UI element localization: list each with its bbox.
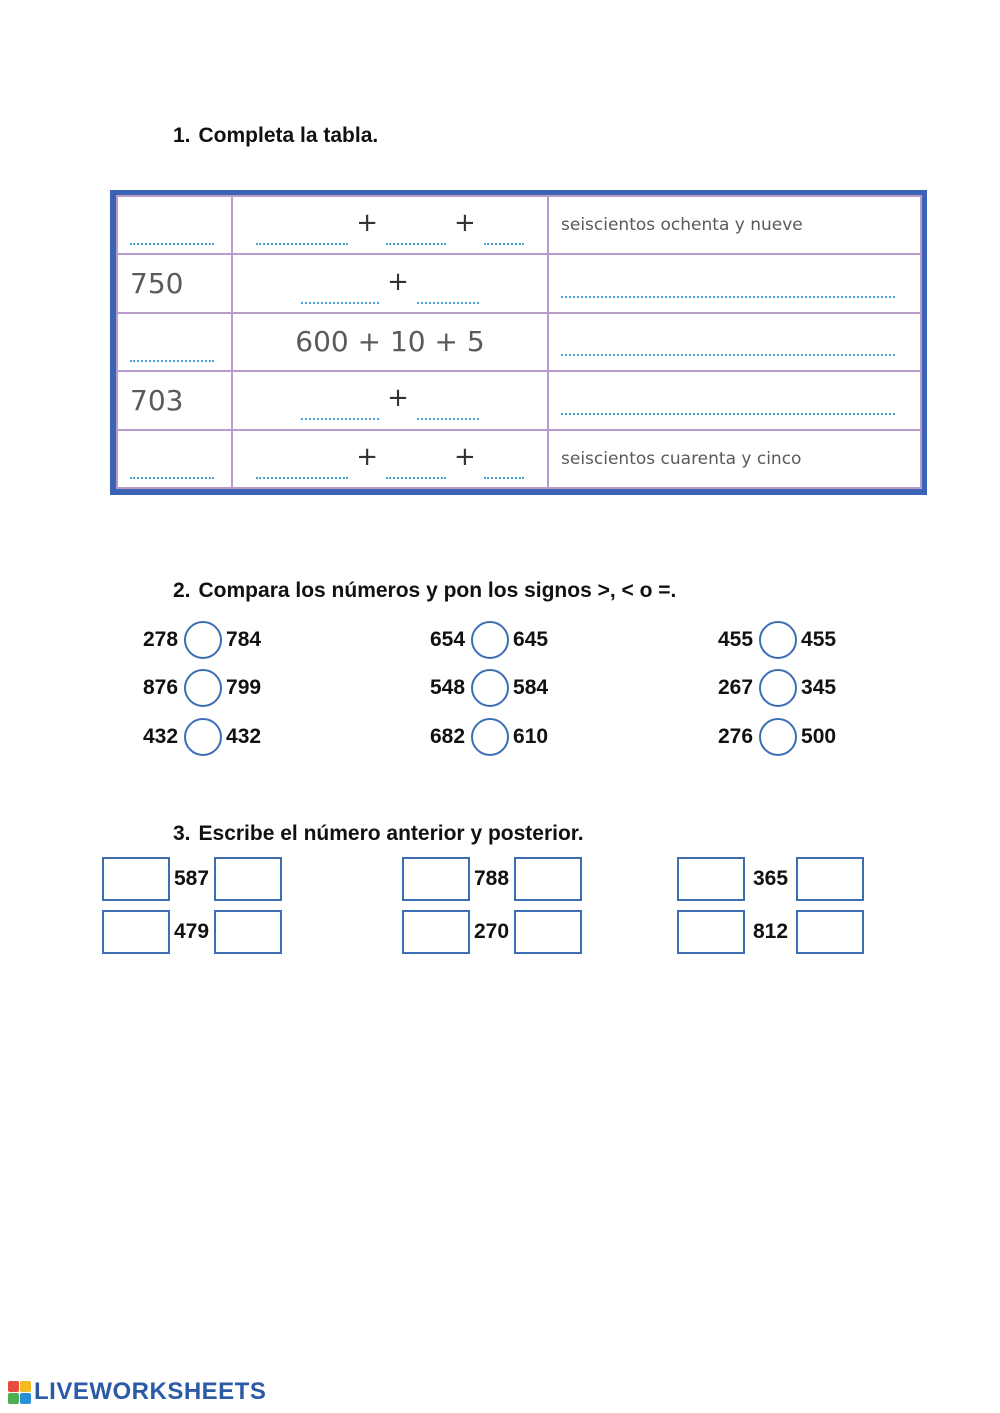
blank-line[interactable] (130, 242, 214, 245)
sign-circle-input[interactable] (184, 621, 222, 659)
words-cell[interactable] (548, 313, 921, 371)
before-after-item (102, 910, 282, 954)
section-1-heading (173, 124, 378, 148)
comparison-item (718, 668, 836, 708)
section-2-title: Compara los números y pon los signos >, < o =. (198, 579, 677, 602)
next-number-box[interactable] (796, 857, 864, 901)
sign-circle-input[interactable] (184, 718, 222, 756)
comparison-item (430, 668, 548, 708)
left-number: 654 (430, 628, 466, 651)
right-number: 500 (801, 725, 837, 748)
given-number: 788 (474, 867, 510, 890)
previous-number-box[interactable] (677, 857, 745, 901)
sign-circle-input[interactable] (759, 669, 797, 707)
liveworksheets-logo[interactable] (8, 1378, 266, 1406)
blank-line[interactable] (484, 242, 524, 245)
left-number: 548 (430, 676, 466, 699)
number-cell[interactable] (117, 430, 232, 488)
blank-line[interactable] (561, 412, 895, 415)
comparison-item (143, 717, 261, 757)
right-number: 784 (226, 628, 262, 651)
sign-circle-input[interactable] (471, 621, 509, 659)
before-after-item (102, 857, 282, 901)
before-after-item (677, 857, 864, 901)
blank-line[interactable] (256, 242, 348, 245)
right-number: 584 (513, 676, 549, 699)
given-number: 365 (753, 867, 789, 890)
table-row (117, 313, 921, 371)
sign-circle-input[interactable] (471, 718, 509, 756)
before-after-item (402, 910, 582, 954)
next-number-box[interactable] (514, 910, 582, 954)
section-2-heading (173, 579, 676, 603)
previous-number-box[interactable] (102, 857, 170, 901)
blank-line[interactable] (561, 295, 895, 298)
decomposition-cell[interactable] (232, 371, 548, 429)
next-number-box[interactable] (214, 910, 282, 954)
left-number: 876 (143, 676, 179, 699)
number-cell[interactable] (117, 196, 232, 254)
section-1-number: 1. (173, 124, 191, 147)
comparison-item (718, 620, 836, 660)
left-number: 682 (430, 725, 466, 748)
given-number: 270 (474, 920, 510, 943)
sign-circle-input[interactable] (759, 718, 797, 756)
right-number: 645 (513, 628, 549, 651)
left-number: 267 (718, 676, 754, 699)
blank-line[interactable] (301, 417, 379, 420)
plus-sign: + (356, 441, 378, 472)
section-3-number: 3. (173, 822, 191, 845)
comparison-item (430, 620, 548, 660)
next-number-box[interactable] (514, 857, 582, 901)
sign-circle-input[interactable] (471, 669, 509, 707)
plus-sign: + (454, 208, 476, 239)
blank-line[interactable] (386, 242, 446, 245)
words-cell[interactable] (548, 254, 921, 312)
table-row (117, 371, 921, 429)
right-number: 455 (801, 628, 837, 651)
blank-line[interactable] (484, 476, 524, 479)
next-number-box[interactable] (214, 857, 282, 901)
comparison-item (143, 620, 261, 660)
comparison-item (430, 717, 548, 757)
logo-block (20, 1393, 31, 1404)
number-cell: 703 (117, 371, 232, 429)
before-after-item (402, 857, 582, 901)
section-3-title: Escribe el número anterior y posterior. (198, 822, 584, 845)
plus-sign: + (356, 208, 378, 239)
number-cell: 750 (117, 254, 232, 312)
previous-number-box[interactable] (402, 910, 470, 954)
given-number: 812 (753, 920, 789, 943)
section-3-heading (173, 822, 584, 846)
previous-number-box[interactable] (102, 910, 170, 954)
left-number: 432 (143, 725, 179, 748)
sign-circle-input[interactable] (184, 669, 222, 707)
blank-line[interactable] (130, 476, 214, 479)
logo-block (8, 1381, 19, 1392)
right-number: 432 (226, 725, 262, 748)
blank-line[interactable] (417, 417, 479, 420)
left-number: 455 (718, 628, 754, 651)
sign-circle-input[interactable] (759, 621, 797, 659)
next-number-box[interactable] (796, 910, 864, 954)
blank-line[interactable] (256, 476, 348, 479)
plus-sign: + (387, 383, 409, 414)
logo-block (8, 1393, 19, 1404)
section-1-title: Completa la tabla. (198, 124, 379, 147)
plus-sign: + (387, 266, 409, 297)
blank-line[interactable] (301, 301, 379, 304)
logo-block (20, 1381, 31, 1392)
number-table-frame (110, 190, 927, 495)
number-cell[interactable] (117, 313, 232, 371)
right-number: 799 (226, 676, 262, 699)
comparison-item (143, 668, 261, 708)
previous-number-box[interactable] (677, 910, 745, 954)
blank-line[interactable] (130, 359, 214, 362)
table-row (117, 430, 921, 488)
section-2-number: 2. (173, 579, 191, 602)
blank-line[interactable] (386, 476, 446, 479)
before-after-item (677, 910, 864, 954)
right-number: 345 (801, 676, 837, 699)
comparison-item (718, 717, 836, 757)
previous-number-box[interactable] (402, 857, 470, 901)
right-number: 610 (513, 725, 549, 748)
logo-text: LIVEWORKSHEETS (34, 1378, 267, 1405)
given-number: 587 (174, 867, 210, 890)
logo-blocks-icon (8, 1381, 31, 1404)
table-row (117, 254, 921, 312)
left-number: 276 (718, 725, 754, 748)
blank-line[interactable] (417, 301, 479, 304)
number-table (116, 195, 922, 489)
decomposition-cell[interactable] (232, 196, 548, 254)
given-number: 479 (174, 920, 210, 943)
blank-line[interactable] (561, 353, 895, 356)
decomposition-cell[interactable] (232, 430, 548, 488)
decomposition-cell: 600 + 10 + 5 (232, 313, 548, 371)
words-cell: seiscientos ochenta y nueve (548, 196, 921, 254)
plus-sign: + (454, 441, 476, 472)
words-cell: seiscientos cuarenta y cinco (548, 430, 921, 488)
words-cell[interactable] (548, 371, 921, 429)
table-row (117, 196, 921, 254)
decomposition-cell[interactable] (232, 254, 548, 312)
left-number: 278 (143, 628, 179, 651)
